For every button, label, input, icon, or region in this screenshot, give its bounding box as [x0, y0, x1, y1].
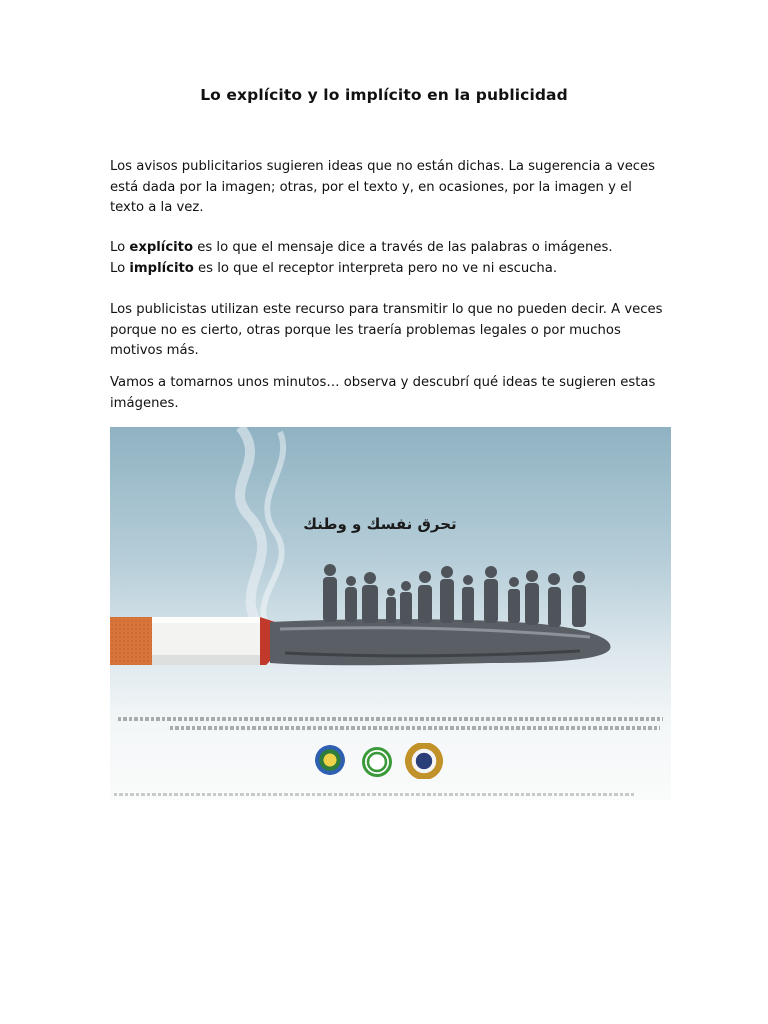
- ad-headline: تحرق نفسك و وطنك: [303, 515, 457, 533]
- ash-figures: [323, 564, 586, 627]
- ad-footer-contacts: [114, 793, 634, 796]
- definitions-block: [110, 238, 670, 279]
- intro-paragraph: Los avisos publicitarios sugieren ideas que no están dichas. La sugerencia a veces está dada por la imagen; otras, por el texto y, en ocasiones, por la imagen y el texto a la vez.: [110, 159, 656, 216]
- anti-smoking-ad-image: [110, 427, 671, 800]
- implicit-definition: Lo implícito es lo que el receptor interpreta pero no ve ni escucha.: [110, 260, 558, 276]
- sponsor-logo-2: [362, 747, 392, 777]
- sponsor-logo-3: [404, 743, 444, 779]
- explicit-definition: Lo explícito es lo que el mensaje dice a través de las palabras o imágenes.: [110, 240, 613, 255]
- smoke-plume: [240, 427, 262, 627]
- ad-fine-print-line: [118, 717, 663, 721]
- activity-prompt: Vamos a tomarnos unos minutos… observa y descubrí qué ideas te sugieren estas imágenes.: [110, 375, 656, 411]
- ad-fine-print-line: [170, 726, 660, 730]
- page-title: Lo explícito y lo implícito en la publicidad: [200, 86, 568, 104]
- cigarette-illustration: [110, 427, 671, 800]
- sponsor-logo-1: [315, 745, 345, 775]
- implicit-term: implícito: [129, 260, 194, 276]
- publicists-paragraph: Los publicistas utilizan este recurso para transmitir lo que no pueden decir. A veces porque no es cierto, otras porque les traería problemas legales o por muchos motivos más.: [110, 302, 663, 359]
- explicit-term: explícito: [129, 240, 194, 255]
- ad-side-code: [661, 433, 669, 483]
